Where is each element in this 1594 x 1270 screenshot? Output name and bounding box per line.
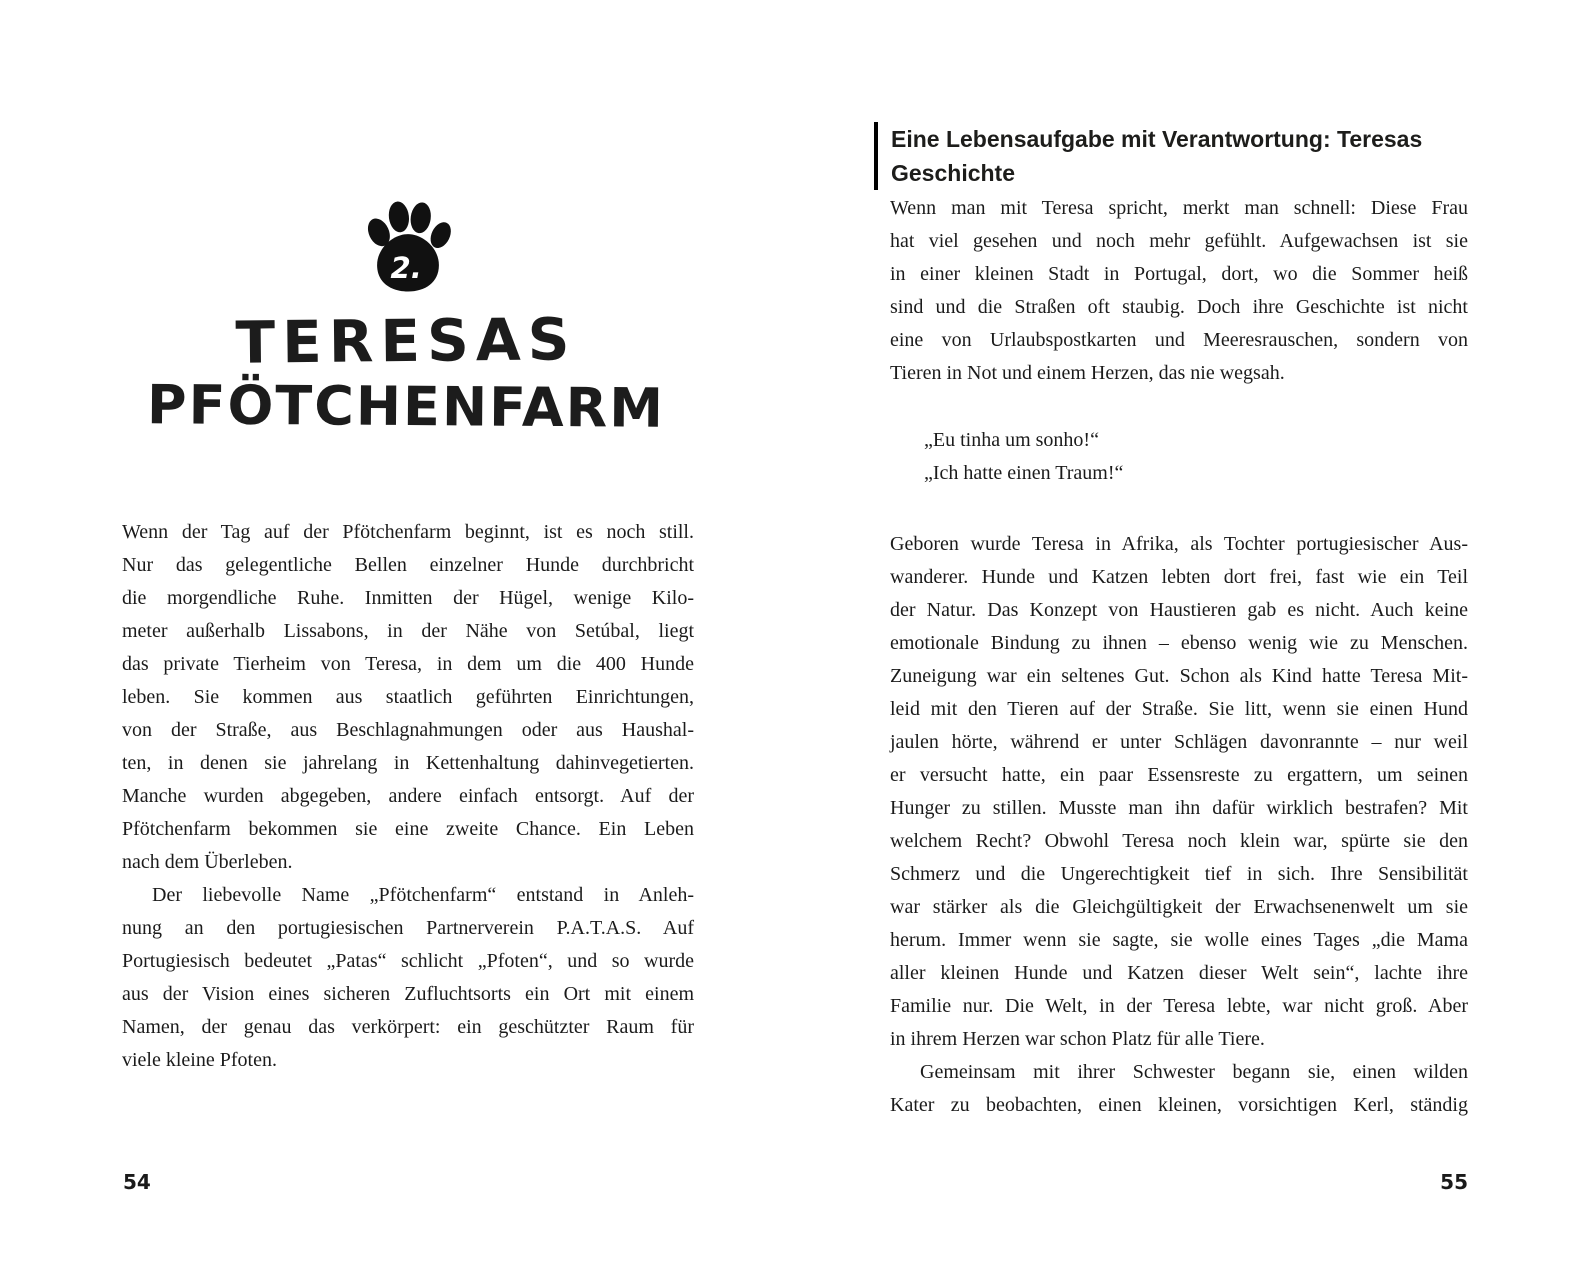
paragraph bbox=[890, 424, 1468, 490]
text-line: Namen, der genau das verkörpert: ein geschützter Raum für bbox=[122, 1016, 694, 1038]
paragraph bbox=[122, 879, 694, 1077]
text-line: Gemeinsam mit ihrer Schwester begann sie, einen wilden bbox=[920, 1061, 1468, 1083]
text-line: in ihrem Herzen war schon Platz für alle Tiere. bbox=[890, 1028, 1265, 1050]
right-body-intro bbox=[890, 192, 1468, 390]
chapter-number: 2. bbox=[390, 250, 422, 285]
text-line: wanderer. Hunde und Katzen lebten dort frei, fast wie ein Teil bbox=[890, 566, 1468, 588]
paragraph bbox=[890, 192, 1468, 390]
paw-icon bbox=[122, 196, 694, 301]
text-line: Zuneigung war ein seltenes Gut. Schon als Kind hatte Teresa Mit- bbox=[890, 665, 1468, 687]
paragraph bbox=[122, 516, 694, 879]
text-line: aus der Vision eines sicheren Zufluchtsorts ein Ort mit einem bbox=[122, 983, 694, 1005]
chapter-title-line2: PFÖTCHENFARM bbox=[146, 373, 666, 440]
text-line: herum. Immer wenn sie sagte, sie wolle eines Tages „die Mama bbox=[890, 929, 1468, 951]
paragraph bbox=[890, 1056, 1468, 1122]
text-line: Tieren in Not und einem Herzen, das nie wegsah. bbox=[890, 362, 1285, 384]
text-line: er versucht hatte, ein paar Essensreste zu ergattern, um seinen bbox=[890, 764, 1468, 786]
text-line: viele kleine Pfoten. bbox=[122, 1049, 277, 1071]
text-line: in einer kleinen Stadt in Portugal, dort, wo die Sommer heiß bbox=[890, 263, 1468, 285]
text-line: emotionale Bindung zu ihnen – ebenso wenig wie zu Menschen. bbox=[890, 632, 1468, 654]
text-line: Hunger zu stillen. Musste man ihn dafür wirklich bestrafen? Mit bbox=[890, 797, 1468, 819]
text-line: Kater zu beobachten, einen kleinen, vorsichtigen Kerl, ständig bbox=[890, 1094, 1468, 1116]
text-line: Familie nur. Die Welt, in der Teresa lebte, war nicht groß. Aber bbox=[890, 995, 1468, 1017]
text-line: welchem Recht? Obwohl Teresa noch klein war, spürte sie den bbox=[890, 830, 1468, 852]
text-line: von der Straße, aus Beschlagnahmungen oder aus Haushal- bbox=[122, 719, 694, 741]
chapter-title bbox=[96, 305, 716, 440]
text-line: Portugiesisch bedeutet „Patas“ schlicht „Pfoten“, und so wurde bbox=[122, 950, 694, 972]
page-number-right: 55 bbox=[1440, 1170, 1468, 1194]
text-line: leid mit den Tieren auf der Straße. Sie litt, wenn sie einen Hund bbox=[890, 698, 1468, 720]
page-number-left: 54 bbox=[123, 1170, 151, 1194]
text-line: eine von Urlaubspostkarten und Meeresrauschen, sondern von bbox=[890, 329, 1468, 351]
text-line: ten, in denen sie jahrelang in Kettenhaltung dahinvegetierten. bbox=[122, 752, 694, 774]
chapter-title-line1: TERESAS bbox=[235, 305, 577, 377]
text-line: meter außerhalb Lissabons, in der Nähe von Setúbal, liegt bbox=[122, 620, 694, 642]
text-line: Nur das gelegentliche Bellen einzelner Hunde durchbricht bbox=[122, 554, 694, 576]
text-line: der Natur. Das Konzept von Haustieren gab es nicht. Auch keine bbox=[890, 599, 1468, 621]
text-line: Geboren wurde Teresa in Afrika, als Tochter portugiesischer Aus- bbox=[890, 533, 1468, 555]
text-line: „Eu tinha um sonho!“ bbox=[924, 429, 1099, 451]
section-heading: Eine Lebensaufgabe mit Verantwortung: Teresas Geschichte bbox=[874, 122, 1457, 190]
text-line: Wenn man mit Teresa spricht, merkt man schnell: Diese Frau bbox=[890, 197, 1468, 219]
text-line: Wenn der Tag auf der Pfötchenfarm beginnt, ist es noch still. bbox=[122, 521, 694, 543]
right-body-main bbox=[890, 528, 1468, 1122]
text-line: jaulen hörte, während er unter Schlägen davonrannte – nur weil bbox=[890, 731, 1468, 753]
quote-block bbox=[890, 424, 1468, 490]
text-line: nung an den portugiesischen Partnerverein P.A.T.A.S. Auf bbox=[122, 917, 694, 939]
text-line: aller kleinen Hunde und Katzen dieser Welt sein“, lachte ihre bbox=[890, 962, 1468, 984]
text-line: Schmerz und die Ungerechtigkeit tief in sich. Ihre Sensibilität bbox=[890, 863, 1468, 885]
text-line: nach dem Überleben. bbox=[122, 851, 293, 873]
text-line: hat viel gesehen und noch mehr gefühlt. Aufgewachsen ist sie bbox=[890, 230, 1468, 252]
text-line: war stärker als die Gleichgültigkeit der Erwachsenenwelt um sie bbox=[890, 896, 1468, 918]
text-line: sind und die Straßen oft staubig. Doch ihre Geschichte ist nicht bbox=[890, 296, 1468, 318]
text-line: „Ich hatte einen Traum!“ bbox=[924, 462, 1124, 484]
text-line: das private Tierheim von Teresa, in dem um die 400 Hunde bbox=[122, 653, 694, 675]
paragraph bbox=[890, 528, 1468, 1056]
text-line: leben. Sie kommen aus staatlich geführten Einrichtungen, bbox=[122, 686, 694, 708]
text-line: Der liebevolle Name „Pfötchenfarm“ entstand in Anleh- bbox=[152, 884, 694, 906]
left-body-text bbox=[122, 516, 694, 1077]
text-line: die morgendliche Ruhe. Inmitten der Hügel, wenige Kilo- bbox=[122, 587, 694, 609]
text-line: Pfötchenfarm bekommen sie eine zweite Chance. Ein Leben bbox=[122, 818, 694, 840]
text-line: Manche wurden abgegeben, andere einfach entsorgt. Auf der bbox=[122, 785, 694, 807]
